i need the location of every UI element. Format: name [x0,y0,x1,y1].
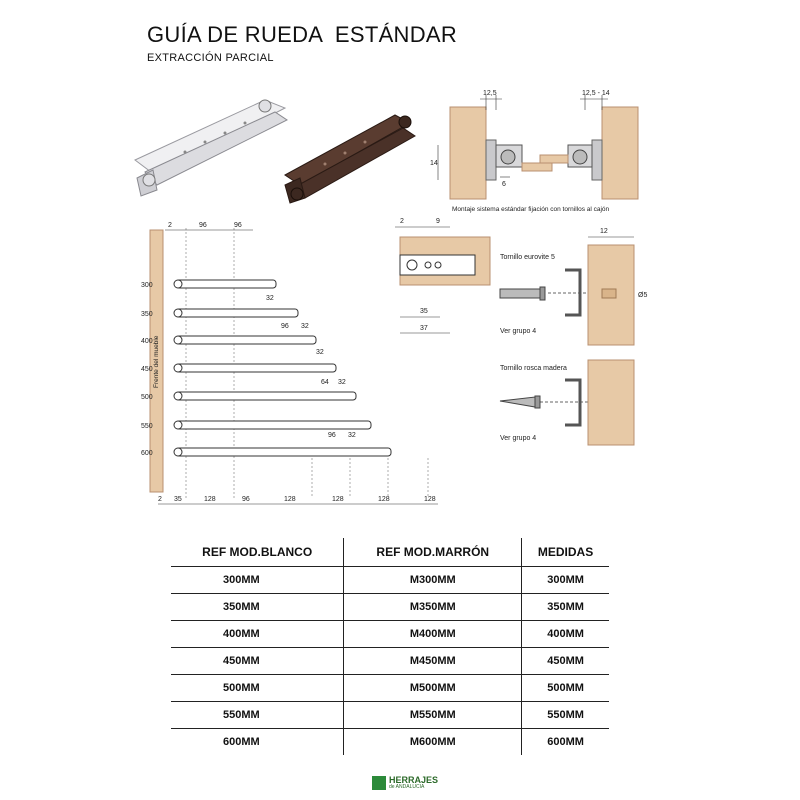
table-cell: 550MM [171,702,344,729]
table-cell: M400MM [344,621,522,648]
table-row [171,702,609,729]
brand-sub: de ANDALUCIA [389,784,425,790]
table-row [171,621,609,648]
rail-450 [174,364,336,372]
bottom-dim: 96 [242,496,250,503]
dim-height: 14 [430,160,438,167]
right-panel [602,107,638,199]
spec-table [171,538,609,755]
wood-screw-icon [500,396,540,408]
top-dim: 96 [234,222,242,229]
inner-dim: 32 [338,379,346,386]
row-label: 350 [141,311,153,318]
table-cell: M300MM [344,567,522,594]
table-cell: 350MM [522,594,609,621]
eurovite-label: Tornillo eurovite 5 [500,254,555,261]
table-header: MEDIDAS [522,538,609,567]
product-photos [125,90,425,205]
table-cell: 400MM [522,621,609,648]
table-cell: 600MM [522,729,609,756]
group-label-2: Ver grupo 4 [500,435,537,442]
screw-diagram [390,215,660,450]
bottom-dim: 2 [158,496,162,503]
brown-rail-image [285,115,415,203]
rail-600 [174,448,391,456]
dim-six: 6 [502,181,506,188]
dim-35: 35 [420,308,428,315]
table-cell: 550MM [522,702,609,729]
row-label: 450 [141,366,153,373]
inner-dim: 96 [281,323,289,330]
cabinet-side-2 [588,360,634,445]
table-cell: 500MM [171,675,344,702]
dim-12: 12 [600,228,608,235]
row-label: 600 [141,450,153,457]
table-row [171,567,609,594]
row-label: 550 [141,423,153,430]
dim-2: 2 [400,218,404,225]
table-row [171,675,609,702]
bottom-dim: 128 [424,496,436,503]
table-header: REF MOD.BLANCO [171,538,344,567]
brand-mark-icon [372,776,386,790]
brand-logo [372,776,438,790]
row-label: 300 [141,282,153,289]
dim-right: 12,5 - 14 [582,90,610,97]
bottom-dim: 128 [332,496,344,503]
dim-9: 9 [436,218,440,225]
dim-left: 12,5 [483,90,497,97]
table-cell: M600MM [344,729,522,756]
bottom-dim: 128 [378,496,390,503]
table-row [171,729,609,756]
mounting-caption: Montaje sistema estándar fijación con tornillos al cajón [452,206,610,213]
inner-dim: 32 [266,295,274,302]
top-dim: 96 [199,222,207,229]
table-cell: M350MM [344,594,522,621]
rail-500 [174,392,356,400]
bottom-dim: 128 [284,496,296,503]
bottom-dim: 128 [204,496,216,503]
inner-dim: 32 [316,349,324,356]
group-label-1: Ver grupo 4 [500,328,537,335]
top-dim: 2 [168,222,172,229]
brand-name: HERRAJES [389,775,439,785]
inner-dim: 96 [328,432,336,439]
table-cell: M550MM [344,702,522,729]
inner-dim: 32 [301,323,309,330]
table-cell: M450MM [344,648,522,675]
table-cell: 300MM [171,567,344,594]
rail-550 [174,421,371,429]
left-panel [450,107,486,199]
rail-400 [174,336,316,344]
table-cell: 400MM [171,621,344,648]
table-cell: 600MM [171,729,344,756]
white-rail-image [135,100,287,196]
table-cell: 450MM [522,648,609,675]
table-row [171,648,609,675]
eurovite-screw-icon [500,287,545,300]
mounting-diagram [430,85,650,220]
rail-350 [174,309,298,317]
table-cell: 350MM [171,594,344,621]
inner-dim: 64 [321,379,329,386]
inner-dim: 32 [348,432,356,439]
wood-screw-label: Tornillo rosca madera [500,365,567,372]
row-label: 400 [141,338,153,345]
table-cell: M500MM [344,675,522,702]
table-row [171,594,609,621]
table-cell: 500MM [522,675,609,702]
front-label: Frente del mueble [153,335,160,388]
bottom-dim: 35 [174,496,182,503]
rail-300 [174,280,276,288]
dim-d5: Ø5 [638,292,648,299]
dim-37: 37 [420,325,428,332]
table-cell: 300MM [522,567,609,594]
table-cell: 450MM [171,648,344,675]
row-label: 500 [141,394,153,401]
page-subtitle: EXTRACCIÓN PARCIAL [147,52,274,64]
table-header: REF MOD.MARRÓN [344,538,522,567]
page-title: GUÍA DE RUEDA ESTÁNDAR [147,22,458,47]
